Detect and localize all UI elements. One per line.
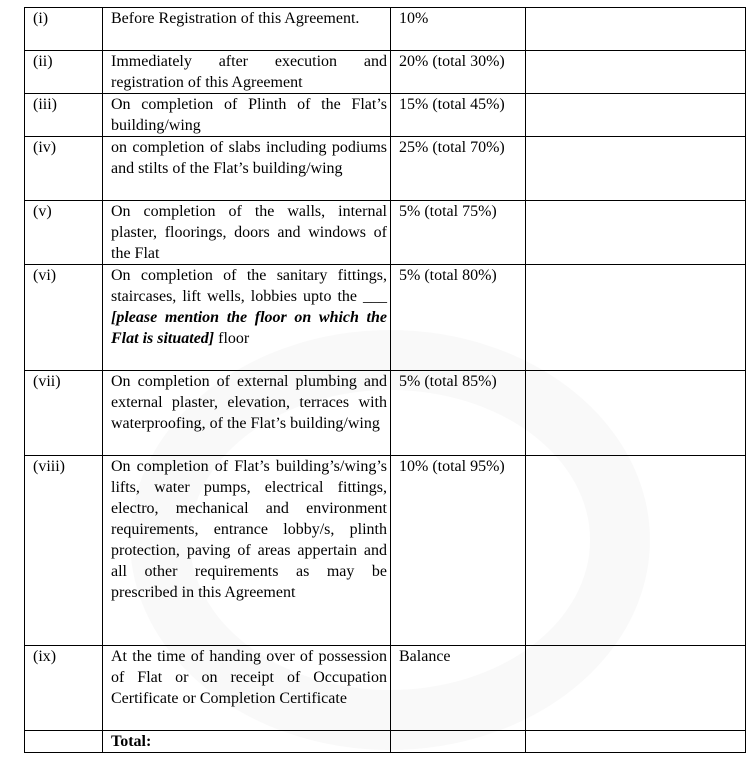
stage-description: Before Registration of this Agreement.: [103, 8, 391, 51]
stage-description: On completion of external plumbing and external plaster, elevation, terraces with waterproofing, of the Flat’s building/wing: [103, 371, 391, 456]
payment-schedule-table: [24, 7, 746, 753]
table-row: [25, 51, 746, 94]
amount-cell: [526, 94, 746, 137]
table-row: [25, 201, 746, 265]
row-number: (ix): [25, 646, 103, 731]
amount-cell: [526, 8, 746, 51]
stage-description-suffix: floor: [214, 330, 250, 347]
payment-percentage: 10% (total 95%): [391, 456, 526, 646]
payment-percentage: Balance: [391, 646, 526, 731]
table-row: [25, 137, 746, 201]
amount-cell: [526, 51, 746, 94]
row-number: (i): [25, 8, 103, 51]
payment-percentage: 10%: [391, 8, 526, 51]
total-percentage-cell: [391, 731, 526, 753]
payment-percentage: 20% (total 30%): [391, 51, 526, 94]
amount-cell: [526, 371, 746, 456]
amount-cell: [526, 456, 746, 646]
stage-description: On completion of Plinth of the Flat’s building/wing: [103, 94, 391, 137]
row-number: (vi): [25, 265, 103, 371]
payment-percentage: 5% (total 75%): [391, 201, 526, 265]
stage-description: At the time of handing over of possession of Flat or on receipt of Occupation Certificate or Completion Certificate: [103, 646, 391, 731]
table-row: [25, 456, 746, 646]
total-number-cell: [25, 731, 103, 753]
table-row: [25, 8, 746, 51]
stage-description: On completion of Flat’s building’s/wing’s lifts, water pumps, electrical fittings, electro, mechanical and environment requirements, entrance lobby/s, plinth protection, paving of areas appertain and all other requirements as may be prescribed in this Agreement: [103, 456, 391, 646]
amount-cell: [526, 137, 746, 201]
payment-percentage: 15% (total 45%): [391, 94, 526, 137]
total-label: Total:: [103, 731, 391, 753]
total-row: [25, 731, 746, 753]
table-row: [25, 371, 746, 456]
row-number: (iii): [25, 94, 103, 137]
table-row: [25, 94, 746, 137]
row-number: (viii): [25, 456, 103, 646]
row-number: (iv): [25, 137, 103, 201]
table-row: [25, 646, 746, 731]
payment-percentage: 5% (total 80%): [391, 265, 526, 371]
total-amount-cell: [526, 731, 746, 753]
row-number: (v): [25, 201, 103, 265]
row-number: (vii): [25, 371, 103, 456]
payment-percentage: 25% (total 70%): [391, 137, 526, 201]
stage-description: Immediately after execution and registration of this Agreement: [103, 51, 391, 94]
stage-description: on completion of slabs including podiums and stilts of the Flat’s building/wing: [103, 137, 391, 201]
stage-description: On completion of the walls, internal plaster, floorings, doors and windows of the Flat: [103, 201, 391, 265]
row-number: (ii): [25, 51, 103, 94]
payment-percentage: 5% (total 85%): [391, 371, 526, 456]
stage-description-text: On completion of the sanitary fittings, staircases, lift wells, lobbies upto the ___: [111, 267, 387, 305]
amount-cell: [526, 201, 746, 265]
amount-cell: [526, 265, 746, 371]
stage-description: [103, 265, 391, 371]
table-row: [25, 265, 746, 371]
amount-cell: [526, 646, 746, 731]
floor-instruction: [please mention the floor on which the Flat is situated]: [111, 309, 387, 347]
